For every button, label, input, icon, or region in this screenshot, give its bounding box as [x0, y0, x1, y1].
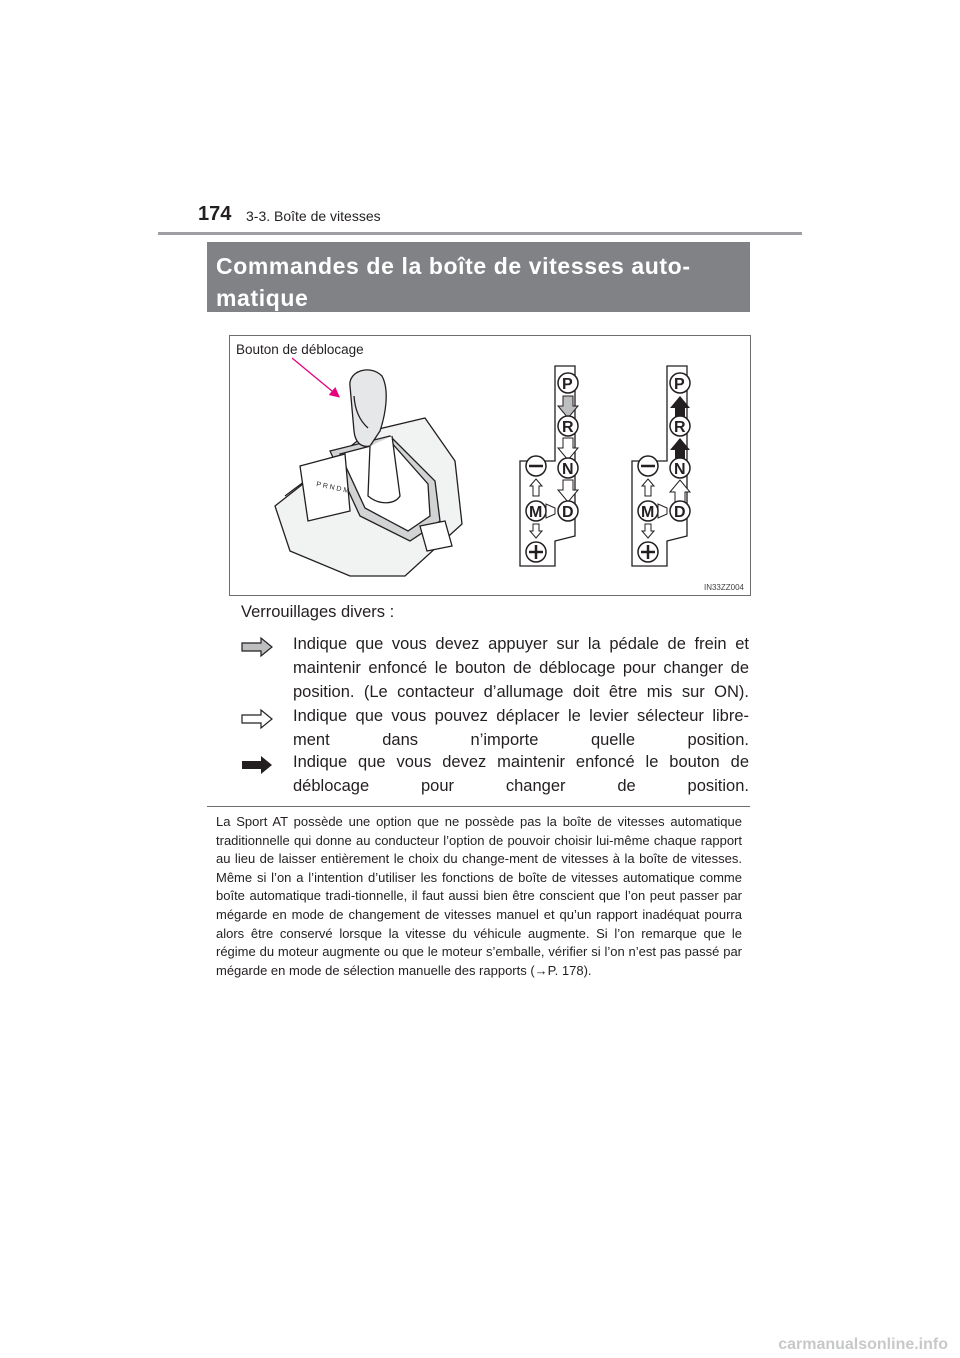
gate1-letter-r: R: [562, 419, 574, 436]
figure-code: IN33ZZ004: [703, 583, 744, 592]
gate2-letter-r: R: [674, 419, 686, 436]
section-label: 3-3. Boîte de vitesses: [246, 208, 381, 224]
gray-outline-arrow-icon: [241, 636, 273, 658]
release-button-callout: Bouton de déblocage: [236, 342, 364, 357]
gate2-letter-p: P: [674, 376, 685, 393]
legend-intro: Verrouillages divers :: [241, 603, 395, 621]
page-number: 174: [198, 203, 232, 225]
page-title-line-2: matique: [216, 285, 309, 311]
legend-text-3: Indique que vous devez maintenir enfoncé le bouton de déblocage pour changer de position.: [293, 753, 749, 795]
gate2-letter-d: D: [674, 504, 686, 521]
black-arrow-icon: [241, 754, 273, 776]
shift-lever-illustration: [230, 336, 750, 595]
gate1-letter-m: M: [529, 504, 543, 521]
gate-indicator-letters: P R N D M: [315, 481, 350, 495]
header-rule: [158, 232, 802, 235]
gate2-letter-m: M: [641, 504, 655, 521]
gate1-letter-p: P: [562, 376, 573, 393]
shift-gate-diagram-1: [520, 366, 578, 566]
legend-text-2: Indique que vous pouvez déplacer le levier sélecteur libre-ment dans n’importe quelle position.: [293, 707, 749, 749]
watermark: carmanualsonline.info: [778, 1336, 948, 1353]
shift-console-drawing: [275, 370, 462, 576]
shift-lever-figure: [229, 335, 751, 596]
page-title: [216, 250, 746, 314]
white-outline-arrow-icon: [241, 708, 273, 730]
gate2-letter-n: N: [674, 461, 686, 478]
gate1-letter-d: D: [562, 504, 574, 521]
note-separator: [207, 806, 750, 807]
gate1-letter-n: N: [562, 461, 574, 478]
callout-pointer: [292, 358, 338, 396]
legend-text-1: Indique que vous devez appuyer sur la pédale de frein et maintenir enfoncé le bouton de déblocage pour changer de position. (Le contacteur d’allumage doit être mis sur ON).: [293, 635, 749, 701]
shift-gate-diagram-2: [632, 366, 690, 566]
page-title-line-1: Commandes de la boîte de vitesses auto-: [216, 253, 691, 279]
sport-at-note: La Sport AT possède une option que ne possède pas la boîte de vitesses automatique traditionnelle qui donne au conducteur l’option de pouvoir choisir lui-même chaque rapport au lieu de laisser entièrement le choix du change-ment de vitesses à la boîte de vitesses. Même si l’on a l’intention d’utiliser les fonctions de boîte de vitesses automatique comme boîte automatique tradi-tionnelle, il faut aussi bien être conscient que l’on peut passer par mégarde en mode de changement de vitesses manuel et qu’un rapport inadéquat pourra alors être conservé lorsque la vitesse du véhicule augmente. Si l’on remarque que le régime du moteur augmente ou que le moteur s’emballe, vérifier si l’on n’est pas passé par mégarde en mode de sélection manuelle des rapports (→P. 178).: [216, 814, 742, 978]
